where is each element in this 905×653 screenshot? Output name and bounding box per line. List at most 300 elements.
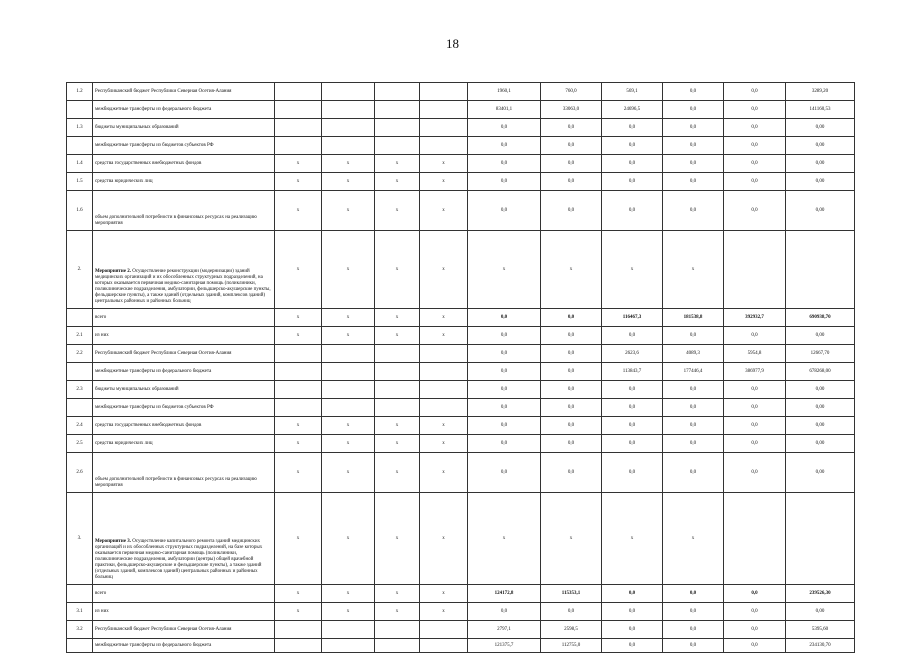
table-cell — [375, 83, 420, 101]
table-row — [67, 603, 855, 621]
table-cell: 0,0 — [663, 119, 724, 137]
table-cell — [322, 381, 375, 399]
table-cell — [420, 137, 468, 155]
table-cell: 0,0 — [724, 435, 786, 453]
row-label: бюджеты муниципальных образований — [93, 119, 275, 137]
table-cell — [275, 345, 322, 363]
table-cell: 0,0 — [663, 603, 724, 621]
table-row — [67, 191, 855, 231]
table-cell: 113843,7 — [602, 363, 663, 381]
table-cell: х — [275, 155, 322, 173]
table-cell: х — [275, 309, 322, 327]
total-value: 239526,30 — [809, 590, 831, 596]
row-label: межбюджетные трансферты из федерального бюджета — [93, 101, 275, 119]
table-cell: х — [420, 173, 468, 191]
table-row — [67, 309, 855, 327]
table-cell: 0,0 — [468, 345, 541, 363]
row-label: Республиканский бюджет Республики Северная Осетия-Алания — [93, 83, 275, 101]
table-cell: х — [420, 417, 468, 435]
table-cell: х — [275, 453, 322, 493]
measure-title: Мероприятие 2. — [95, 269, 131, 274]
table-cell: х — [602, 493, 663, 585]
table-row — [67, 417, 855, 435]
row-number: 1.6 — [67, 191, 93, 231]
table-cell — [322, 137, 375, 155]
total-value: 0,0 — [628, 590, 636, 596]
table-cell: 0,0 — [724, 417, 786, 435]
table-cell: 2797,1 — [468, 621, 541, 639]
table-cell — [663, 309, 724, 327]
row-label: из них — [93, 327, 275, 345]
table-cell — [375, 363, 420, 381]
table-cell: 0,0 — [468, 173, 541, 191]
table-cell: 0,0 — [602, 417, 663, 435]
table-cell — [724, 493, 786, 585]
table-cell — [375, 345, 420, 363]
table-cell — [375, 381, 420, 399]
row-number: 3. — [67, 493, 93, 585]
table-cell: х — [541, 231, 602, 309]
table-cell: 33063,0 — [541, 101, 602, 119]
table-cell: 0,0 — [724, 327, 786, 345]
table-row — [67, 137, 855, 155]
row-label: Республиканский бюджет Республики Северная Осетия-Алания — [93, 345, 275, 363]
table-cell: 112755,0 — [541, 639, 602, 653]
table-cell — [275, 621, 322, 639]
table-cell: 12667,70 — [786, 345, 855, 363]
table-cell: 0,0 — [663, 417, 724, 435]
row-number: 1.4 — [67, 155, 93, 173]
table-cell: 0,0 — [724, 101, 786, 119]
table-cell: 0,0 — [541, 417, 602, 435]
table-cell: х — [420, 231, 468, 309]
table-cell: 0,00 — [786, 191, 855, 231]
table-cell: 0,0 — [724, 381, 786, 399]
table-cell — [375, 621, 420, 639]
table-cell: х — [375, 191, 420, 231]
table-cell: 0,0 — [541, 155, 602, 173]
table-cell — [322, 119, 375, 137]
funding-table — [66, 82, 855, 653]
table-body — [67, 83, 855, 653]
table-cell: х — [275, 603, 322, 621]
table-cell: 0,00 — [786, 327, 855, 345]
table-cell: 0,00 — [786, 173, 855, 191]
table-cell — [663, 585, 724, 603]
table-cell: х — [375, 231, 420, 309]
total-value: 0,0 — [689, 590, 697, 596]
table-cell: 0,0 — [663, 399, 724, 417]
row-number — [67, 585, 93, 603]
table-cell — [724, 585, 786, 603]
total-value: 0,0 — [567, 314, 575, 320]
table-cell: 0,0 — [468, 381, 541, 399]
row-number: 1.5 — [67, 173, 93, 191]
table-cell: х — [375, 417, 420, 435]
table-cell: 0,0 — [663, 453, 724, 493]
table-cell: 121375,7 — [468, 639, 541, 653]
table-cell — [275, 137, 322, 155]
table-cell: 0,0 — [541, 119, 602, 137]
row-label: из них — [93, 603, 275, 621]
table-cell: х — [275, 191, 322, 231]
table-cell — [375, 119, 420, 137]
table-cell: х — [275, 585, 322, 603]
table-cell: х — [322, 585, 375, 603]
table-cell: 4089,3 — [663, 345, 724, 363]
table-cell: х — [420, 191, 468, 231]
table-cell — [724, 309, 786, 327]
table-cell: х — [375, 585, 420, 603]
table-cell: х — [275, 327, 322, 345]
table-cell: х — [375, 327, 420, 345]
table-cell: 0,0 — [602, 173, 663, 191]
row-number: 1.3 — [67, 119, 93, 137]
table-cell: 0,0 — [602, 639, 663, 653]
table-cell: 2623,6 — [602, 345, 663, 363]
table-cell: 0,0 — [724, 603, 786, 621]
table-row — [67, 453, 855, 493]
table-cell — [375, 101, 420, 119]
row-number: 2.1 — [67, 327, 93, 345]
table-cell: х — [420, 327, 468, 345]
table-row — [67, 381, 855, 399]
table-cell: 0,0 — [724, 137, 786, 155]
table-cell: х — [468, 231, 541, 309]
table-cell — [420, 101, 468, 119]
table-cell — [322, 363, 375, 381]
measure-title: Мероприятие 3. — [95, 539, 131, 544]
table-row — [67, 435, 855, 453]
table-row — [67, 585, 855, 603]
row-label: межбюджетные трансферты из бюджетов субъектов РФ — [93, 137, 275, 155]
row-number — [67, 399, 93, 417]
table-cell — [420, 621, 468, 639]
table-cell: 0,0 — [468, 603, 541, 621]
table-cell — [786, 309, 855, 327]
table-cell: 0,0 — [602, 621, 663, 639]
table-cell: 0,0 — [724, 119, 786, 137]
table-cell: 1960,1 — [468, 83, 541, 101]
table-cell: 0,0 — [724, 621, 786, 639]
table-cell: 0,0 — [724, 399, 786, 417]
table-cell — [322, 399, 375, 417]
total-value: 0,0 — [500, 314, 508, 320]
table-cell — [322, 639, 375, 653]
table-cell: х — [322, 327, 375, 345]
table-cell — [420, 399, 468, 417]
total-value: 690938,70 — [809, 314, 831, 320]
table-cell — [275, 119, 322, 137]
table-cell: х — [322, 155, 375, 173]
table-cell: 0,0 — [663, 381, 724, 399]
table-cell: 0,0 — [468, 155, 541, 173]
table-cell: х — [468, 493, 541, 585]
table-cell: 5954,8 — [724, 345, 786, 363]
table-cell: 0,0 — [663, 191, 724, 231]
table-cell: 0,0 — [541, 603, 602, 621]
row-number — [67, 101, 93, 119]
table-cell: х — [420, 155, 468, 173]
table-cell: 0,0 — [602, 453, 663, 493]
row-number: 2.4 — [67, 417, 93, 435]
table-cell: 0,0 — [602, 603, 663, 621]
total-value: 116467,3 — [622, 314, 642, 320]
total-value: 181538,8 — [683, 314, 703, 320]
table-cell: х — [275, 493, 322, 585]
table-row — [67, 327, 855, 345]
table-cell — [322, 101, 375, 119]
table-cell: х — [322, 191, 375, 231]
table-cell: х — [275, 435, 322, 453]
table-cell: х — [420, 585, 468, 603]
table-cell: 0,0 — [663, 173, 724, 191]
table-cell: 0,0 — [468, 453, 541, 493]
table-cell: х — [420, 603, 468, 621]
row-label: Республиканский бюджет Республики Северная Осетия-Алания — [93, 621, 275, 639]
row-label: межбюджетные трансферты из федерального бюджета — [93, 639, 275, 653]
table-cell: х — [375, 435, 420, 453]
table-cell — [322, 621, 375, 639]
table-cell — [375, 399, 420, 417]
table-cell: 0,0 — [663, 155, 724, 173]
table-cell: х — [375, 493, 420, 585]
table-cell — [468, 585, 541, 603]
table-row — [67, 399, 855, 417]
row-label: всего — [93, 585, 275, 603]
table-cell: 0,0 — [541, 137, 602, 155]
table-cell: 0,0 — [663, 621, 724, 639]
row-label: всего — [93, 309, 275, 327]
table-cell: х — [275, 417, 322, 435]
table-cell — [275, 639, 322, 653]
table-cell — [420, 381, 468, 399]
table-cell — [786, 585, 855, 603]
table-row — [67, 231, 855, 309]
table-cell: 5395,60 — [786, 621, 855, 639]
page-number: 18 — [446, 36, 459, 51]
row-number: 3.1 — [67, 603, 93, 621]
row-label: бюджеты муниципальных образований — [93, 381, 275, 399]
table-cell: 234130,70 — [786, 639, 855, 653]
table-cell — [420, 83, 468, 101]
row-label — [93, 231, 275, 309]
table-cell: 0,00 — [786, 453, 855, 493]
table-cell: 0,0 — [724, 155, 786, 173]
row-label: объем дополнительной потребности в финансовых ресурсах на реализацию мероприятия — [93, 453, 275, 493]
table-cell: х — [602, 231, 663, 309]
table-cell: х — [275, 231, 322, 309]
row-label: межбюджетные трансферты из бюджетов субъектов РФ — [93, 399, 275, 417]
row-label — [93, 493, 275, 585]
table-cell: х — [322, 453, 375, 493]
total-value: 0,0 — [751, 590, 758, 596]
table-cell — [275, 399, 322, 417]
row-number: 2. — [67, 231, 93, 309]
table-cell — [275, 83, 322, 101]
table-cell: 0,0 — [468, 399, 541, 417]
table-cell: 2598,5 — [541, 621, 602, 639]
table-cell: 0,0 — [468, 119, 541, 137]
row-number — [67, 309, 93, 327]
row-label: средства государственных внебюджетных фондов — [93, 417, 275, 435]
table-cell: 0,0 — [468, 363, 541, 381]
table-cell — [724, 231, 786, 309]
row-label: объем дополнительной потребности в финансовых ресурсах на реализацию мероприятия — [93, 191, 275, 231]
table-cell: 0,0 — [602, 119, 663, 137]
table-cell: 0,0 — [663, 83, 724, 101]
table-cell: 0,00 — [786, 381, 855, 399]
table-row — [67, 155, 855, 173]
table-cell: 0,0 — [663, 101, 724, 119]
table-cell: 83401,1 — [468, 101, 541, 119]
table-cell: 0,0 — [724, 639, 786, 653]
table-cell: х — [420, 453, 468, 493]
table-cell — [468, 309, 541, 327]
table-row — [67, 101, 855, 119]
row-number: 3.2 — [67, 621, 93, 639]
table-cell: 0,0 — [468, 417, 541, 435]
table-row — [67, 621, 855, 639]
table-cell: 0,0 — [602, 327, 663, 345]
table-cell: х — [420, 309, 468, 327]
table-cell: 24696,5 — [602, 101, 663, 119]
table-cell: 0,00 — [786, 435, 855, 453]
row-number — [67, 639, 93, 653]
table-cell: 0,0 — [602, 435, 663, 453]
table-cell: х — [375, 155, 420, 173]
table-cell: 0,0 — [541, 173, 602, 191]
row-number: 2.2 — [67, 345, 93, 363]
table-cell: 0,0 — [541, 191, 602, 231]
table-cell — [275, 101, 322, 119]
table-cell: 0,0 — [602, 399, 663, 417]
table-cell: 0,0 — [663, 435, 724, 453]
table-cell: 0,00 — [786, 155, 855, 173]
table-cell — [322, 83, 375, 101]
table-cell: 0,0 — [541, 435, 602, 453]
row-label: средства юридических лиц — [93, 435, 275, 453]
table-cell: 0,0 — [541, 399, 602, 417]
table-cell: 0,0 — [541, 327, 602, 345]
table-cell: 0,0 — [663, 327, 724, 345]
table-cell: х — [322, 417, 375, 435]
table-cell — [602, 309, 663, 327]
table-cell: х — [541, 493, 602, 585]
table-cell: 0,0 — [663, 639, 724, 653]
table-cell: х — [322, 603, 375, 621]
table-cell: 177446,4 — [663, 363, 724, 381]
table-cell: х — [275, 173, 322, 191]
table-row — [67, 639, 855, 653]
table-cell — [786, 231, 855, 309]
table-cell — [275, 381, 322, 399]
total-value: 124172,8 — [494, 590, 514, 596]
table-cell: х — [420, 493, 468, 585]
table-cell: 0,0 — [541, 453, 602, 493]
table-cell: 0,00 — [786, 137, 855, 155]
row-number — [67, 363, 93, 381]
table-cell: х — [663, 493, 724, 585]
table-cell — [420, 639, 468, 653]
table-cell: 0,0 — [541, 363, 602, 381]
table-cell — [375, 639, 420, 653]
measure-description: Осуществление капитального ремонта зданий медицинских организаций и их обособленных структурных подразделений, на базе которых оказывается первичная медико-санитарная помощь (поликлиники, поликлинические подразделения, амбулатории (центры) общей врачебной практики, фельдшерско-акушерские и фельдшерские пункты), а также зданий (отдельных зданий, комплексов зданий) центральных районных и районных больниц — [95, 539, 263, 580]
table-cell: 0,0 — [541, 345, 602, 363]
table-row — [67, 119, 855, 137]
table-cell: х — [322, 309, 375, 327]
table-cell: х — [375, 453, 420, 493]
table-cell: 0,0 — [602, 191, 663, 231]
table-cell: 569,1 — [602, 83, 663, 101]
table-cell: 0,00 — [786, 603, 855, 621]
table-row — [67, 363, 855, 381]
table-cell: 0,0 — [468, 137, 541, 155]
row-label: средства государственных внебюджетных фондов — [93, 155, 275, 173]
table-cell: 0,0 — [468, 191, 541, 231]
table-cell: 0,00 — [786, 399, 855, 417]
table-cell — [420, 363, 468, 381]
table-cell — [786, 493, 855, 585]
table-cell — [420, 119, 468, 137]
table-cell: 141160,53 — [786, 101, 855, 119]
table-cell: 678268,00 — [786, 363, 855, 381]
table-cell: 0,0 — [663, 137, 724, 155]
table-cell — [602, 585, 663, 603]
table-cell: 0,0 — [724, 453, 786, 493]
table-cell — [375, 137, 420, 155]
measure-description: Осуществление реконструкции (модернизации) зданий медицинских организаций и их обособленных структурных подразделений, на которых оказывается первичная медико-санитарная помощь (поликлиники, поликлинические подразделения, амбулатории, фельдшерско-акушерские пункты, фельдшерские пункты), а также зданий (отдельных зданий, комплексов зданий) центральных районных и районных больниц — [95, 269, 271, 304]
row-number: 2.3 — [67, 381, 93, 399]
table-cell: 760,0 — [541, 83, 602, 101]
row-number: 2.5 — [67, 435, 93, 453]
table-cell: 0,0 — [602, 381, 663, 399]
table-cell: 3289,20 — [786, 83, 855, 101]
table-row — [67, 493, 855, 585]
table-cell — [322, 345, 375, 363]
row-label: межбюджетные трансферты из федерального бюджета — [93, 363, 275, 381]
table-cell: 0,00 — [786, 119, 855, 137]
total-value: 115353,1 — [561, 590, 581, 596]
table-cell: х — [322, 231, 375, 309]
total-value: 392932,7 — [745, 314, 764, 320]
row-label: средства юридических лиц — [93, 173, 275, 191]
table-cell: 0,0 — [724, 83, 786, 101]
table-cell: х — [322, 173, 375, 191]
table-cell: 0,0 — [468, 435, 541, 453]
table-cell — [275, 363, 322, 381]
table-cell: 0,00 — [786, 417, 855, 435]
table-cell: х — [663, 231, 724, 309]
table-cell: 0,0 — [724, 191, 786, 231]
table-cell: 0,0 — [468, 327, 541, 345]
table-cell: 0,0 — [541, 381, 602, 399]
table-cell: х — [375, 309, 420, 327]
table-cell: х — [375, 173, 420, 191]
row-number: 2.6 — [67, 453, 93, 493]
table-cell: 0,0 — [602, 155, 663, 173]
table-cell: х — [375, 603, 420, 621]
table-cell — [541, 309, 602, 327]
table-cell: 386977,9 — [724, 363, 786, 381]
table-row — [67, 83, 855, 101]
row-number: 1.2 — [67, 83, 93, 101]
table-cell: 0,0 — [724, 173, 786, 191]
table-cell: х — [322, 493, 375, 585]
table-cell: 0,0 — [602, 137, 663, 155]
table-cell — [541, 585, 602, 603]
table-cell — [420, 345, 468, 363]
